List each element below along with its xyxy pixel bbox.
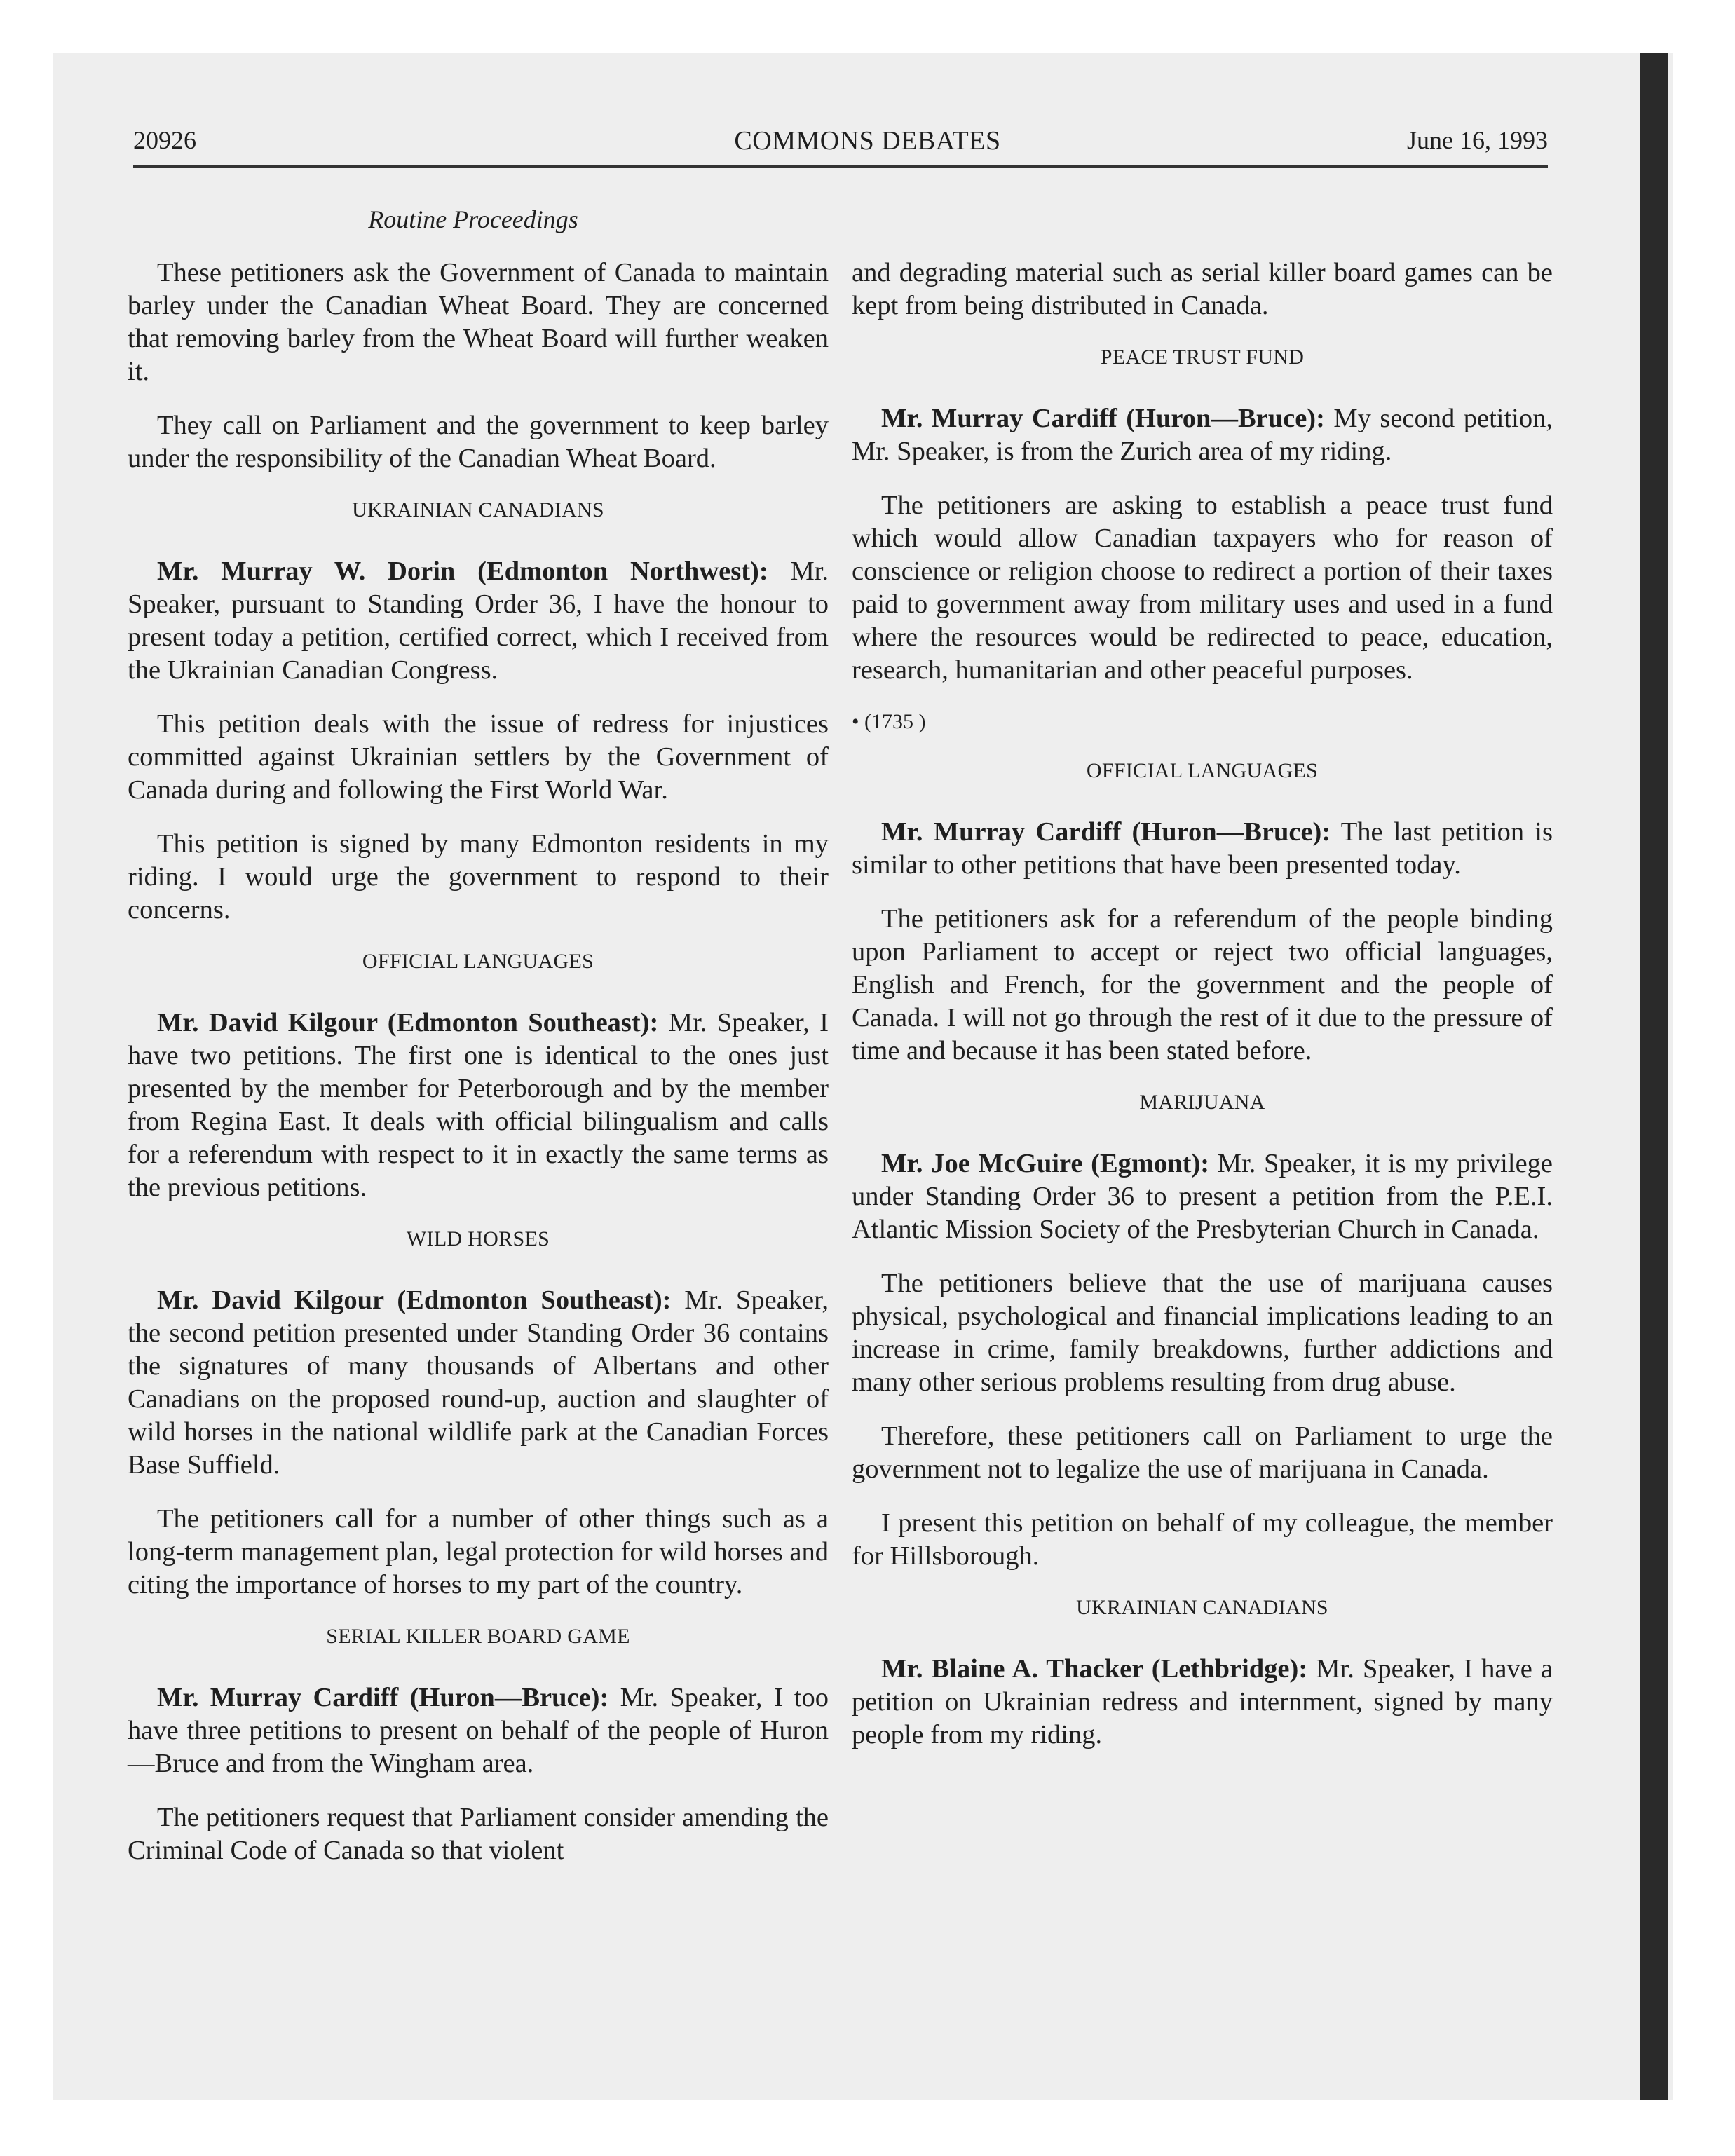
- paragraph: The petitioners call for a number of other things such as a long-term management plan, legal protection for wild horses and citing the importance of horses to my part of the country.: [128, 1504, 829, 1599]
- running-head: Routine Proceedings: [368, 205, 578, 233]
- scan-edge-shadow: [1640, 53, 1668, 2100]
- speaker-name: Mr. David Kilgour (Edmonton Southeast):: [157, 1285, 672, 1315]
- speech-text: Mr. Speaker, I have two petitions. The first one is identical to the ones just presented by the member for Peterborough and by the member from Regina East. It deals with official bilingualism and calls for a referendum with respect to it in exactly the same terms as the previous petitions.: [128, 1008, 829, 1202]
- section-heading: UKRAINIAN CANADIANS: [352, 498, 604, 521]
- section-heading: WILD HORSES: [406, 1227, 550, 1250]
- paragraph: This petition deals with the issue of redress for injustices committed against Ukrainian settlers by the Government of Canada during and following the First World War.: [128, 709, 829, 805]
- paragraph: The petitioners are asking to establish a peace trust fund which would allow Canadian taxpayers who for reason of conscience or religion choose to redirect a portion of their taxes paid to government away from military uses and used in a fund where the resources would be redirected to peace, education, research, humanitarian and other peaceful purposes.: [852, 491, 1553, 685]
- section-heading: UKRAINIAN CANADIANS: [1076, 1596, 1328, 1619]
- right-column: [852, 257, 1553, 1773]
- speech-paragraph: [852, 1147, 1553, 1246]
- speech-text: Mr. Speaker, I have a petition on Ukrainian redress and internment, signed by many people from my riding.: [852, 1654, 1553, 1749]
- speech-text: Mr. Speaker, pursuant to Standing Order 36, I have the honour to present today a petition, certified correct, which I received from the Ukrainian Canadian Congress.: [128, 557, 829, 685]
- speech-paragraph: [128, 1007, 829, 1204]
- section-heading: PEACE TRUST FUND: [1100, 346, 1305, 369]
- publication-title: COMMONS DEBATES: [734, 126, 1001, 156]
- paragraph: and degrading material such as serial killer board games can be kept from being distributed in Canada.: [852, 258, 1553, 320]
- paragraph: The petitioners request that Parliament consider amending the Criminal Code of Canada so that violent: [128, 1803, 829, 1865]
- speech-text: My second petition, Mr. Speaker, is from the Zurich area of my riding.: [852, 404, 1553, 466]
- speech-paragraph: [128, 1284, 829, 1482]
- paragraph: The petitioners believe that the use of marijuana causes physical, psychological and financial implications leading to an increase in crime, family breakdowns, further addictions and many other serious problems resulting from drug abuse.: [852, 1269, 1553, 1397]
- speech-paragraph: [852, 816, 1553, 882]
- left-column: [128, 257, 829, 1888]
- section-heading: OFFICIAL LANGUAGES: [362, 950, 594, 973]
- speaker-name: Mr. David Kilgour (Edmonton Southeast):: [157, 1008, 659, 1037]
- paragraph: I present this petition on behalf of my colleague, the member for Hillsborough.: [852, 1508, 1553, 1571]
- paragraph: The petitioners ask for a referendum of the people binding upon Parliament to accept or reject two official languages, English and French, for the government and the people of Canada. I will not go through the rest of it due to the pressure of time and because it has been stated before.: [852, 904, 1553, 1065]
- speaker-name: Mr. Murray Cardiff (Huron—Bruce):: [881, 404, 1325, 433]
- section-heading: MARIJUANA: [1139, 1091, 1265, 1114]
- paragraph: This petition is signed by many Edmonton residents in my riding. I would urge the government to respond to their concerns.: [128, 829, 829, 925]
- speaker-name: Mr. Murray W. Dorin (Edmonton Northwest):: [157, 557, 768, 586]
- paragraph: These petitioners ask the Government of Canada to maintain barley under the Canadian Wheat Board. They are concerned that removing barley from the Wheat Board will further weaken it.: [128, 258, 829, 386]
- publication-date: June 16, 1993: [1407, 126, 1548, 154]
- speaker-name: Mr. Joe McGuire (Egmont):: [881, 1149, 1210, 1178]
- speech-text: Mr. Speaker, the second petition presented under Standing Order 36 contains the signatures of many thousands of Albertans and other Canadians on the proposed round-up, auction and slaughter of wild horses in the national wildlife park at the Canadian Forces Base Suffield.: [128, 1285, 829, 1480]
- speech-paragraph: [128, 555, 829, 687]
- paragraph: Therefore, these petitioners call on Parliament to urge the government not to legalize the use of marijuana in Canada.: [852, 1421, 1553, 1484]
- speaker-name: Mr. Murray Cardiff (Huron—Bruce):: [157, 1683, 609, 1712]
- speaker-name: Mr. Blaine A. Thacker (Lethbridge):: [881, 1654, 1308, 1684]
- page-number: 20926: [133, 126, 196, 154]
- speaker-name: Mr. Murray Cardiff (Huron—Bruce):: [881, 817, 1331, 847]
- speech-text: Mr. Speaker, I too have three petitions to present on behalf of the people of Huron—Bruce and from the Wingham area.: [128, 1683, 829, 1778]
- speech-text: The last petition is similar to other petitions that have been presented today.: [852, 817, 1553, 880]
- speech-paragraph: [852, 1653, 1553, 1752]
- paragraph: They call on Parliament and the government to keep barley under the responsibility of the Canadian Wheat Board.: [128, 411, 829, 473]
- section-heading: OFFICIAL LANGUAGES: [1086, 759, 1319, 782]
- speech-paragraph: [852, 402, 1553, 468]
- speech-text: Mr. Speaker, it is my privilege under Standing Order 36 to present a petition from the P.E.I. Atlantic Mission Society of the Presbyterian Church in Canada.: [852, 1149, 1553, 1244]
- header-rule: [133, 165, 1548, 168]
- speech-paragraph: [128, 1681, 829, 1780]
- timestamp: • (1735 ): [852, 710, 926, 733]
- section-heading: SERIAL KILLER BOARD GAME: [326, 1625, 630, 1648]
